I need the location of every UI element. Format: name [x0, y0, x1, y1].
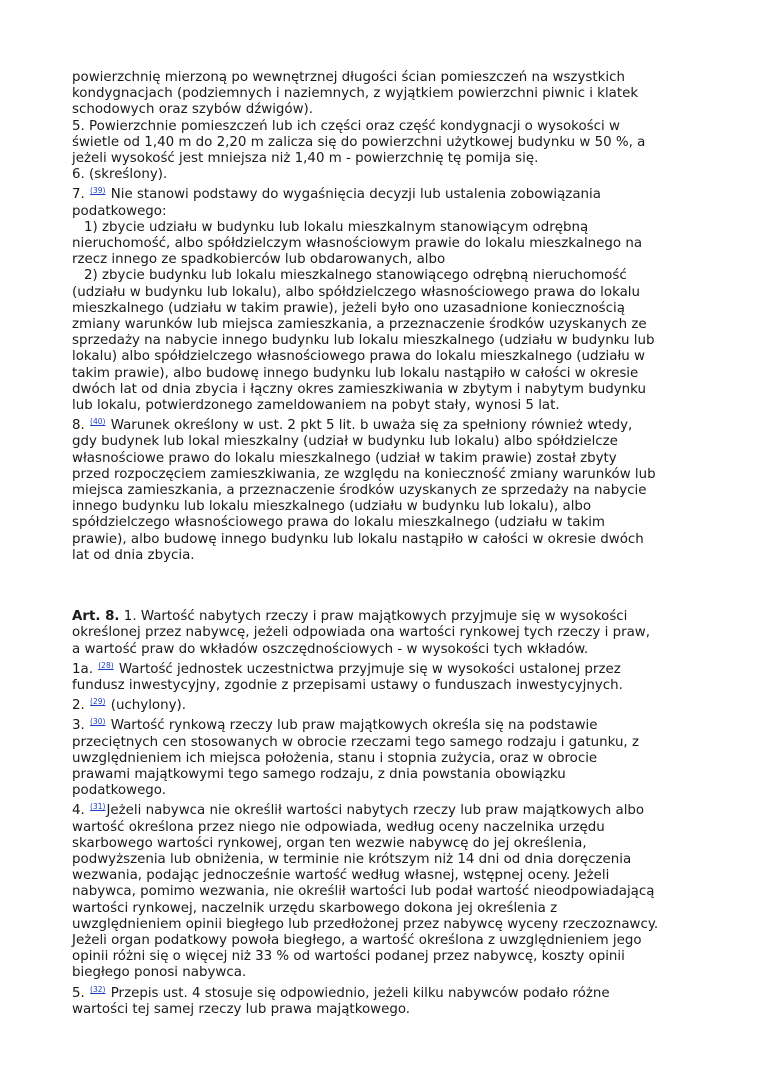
footnote-link-32[interactable]: (32): [90, 984, 106, 994]
footnote-link-29[interactable]: (29): [90, 697, 106, 707]
lines-art8: [72, 625, 692, 657]
lines-top: [72, 70, 692, 183]
paragraph-8-first-line: 8. $^{(40)}$ Warunek określony w ust. 2 pkt 5 lit. b uważa się za spełniony również wtedy,: [72, 417, 633, 434]
lines-3: [72, 735, 692, 800]
paragraph-3-first-line: 3. $^{(30)}$ Wartość rynkową rzeczy lub praw majątkowych określa się na podstawie: [72, 717, 598, 734]
text-line: dwóch lat od dnia zbycia i łączny okres zamieszkiwania w zbytym i nabytym budynku: [72, 381, 646, 397]
footnote-link-30[interactable]: (30): [90, 717, 106, 727]
text-line: świetle od 1,40 m do 2,20 m zalicza się do powierzchni użytkowej budynku w 50 %, a: [72, 134, 646, 150]
text-line: uwzględnieniem ich miejsca położenia, stanu i stopnia zużycia, oraz w obrocie: [72, 750, 598, 766]
text-line: miejsca zamieszkania, a przeznaczenie środków uzyskanych ze sprzedaży na nabycie: [72, 483, 647, 499]
text-line: a wartość praw do wkładów oszczędnościowych - w wysokości tych wkładów.: [72, 641, 589, 657]
text-line: własnościowe prawo do lokalu mieszkalnego (udział w takim prawie) został zbyty: [72, 450, 617, 466]
paragraph-5-first-line: 5. $^{(32)}$ Przepis ust. 4 stosuje się odpowiednio, jeżeli kilku nabywców podało różne: [72, 984, 610, 1001]
text-line: podwyższenia lub obniżenia, w terminie nie krótszym niż 14 dni od dnia doręczenia: [72, 851, 632, 867]
paragraph-7-first-line: 7. $^{(39)}$ Nie stanowi podstawy do wygaśnięcia decyzji lub ustalenia zobowiązania: [72, 186, 601, 203]
text-line: nabywca, pomimo wezwania, nie określił wartości lub podał wartość nieodpowiadającą: [72, 884, 655, 900]
text-line: kondygnacjach (podziemnych i naziemnych, z wyjątkiem powierzchni piwnic i klatek: [72, 86, 639, 102]
text-line: gdy budynek lub lokal mieszkalny (udział w budynku lub lokalu) albo spółdzielcze: [72, 434, 618, 450]
text-line: 1) zbycie udziału w budynku lub lokalu mieszkalnym stanowiącym odrębną: [84, 219, 589, 235]
text-line: schodowych oraz szybów dźwigów).: [72, 102, 314, 118]
lines-1a: [72, 678, 692, 694]
paragraph-2-line: 2. $^{(29)}$ (uchylony).: [72, 697, 187, 714]
text-line: spółdzielczego własnościowego prawa do lokalu mieszkalnego (udziału w takim: [72, 515, 605, 531]
text-line: przed rozpoczęciem zamieszkiwania, ze względu na konieczność zmiany warunków lub: [72, 466, 656, 482]
text-line: wartość określona przez niego nie odpowiada, według oceny naczelnika urzędu: [72, 819, 605, 835]
text-line: fundusz inwestycyjny, zgodnie z przepisami ustawy o funduszach inwestycyjnych.: [72, 677, 623, 693]
text-line: uwzględnieniem opinii biegłego lub przedłożonej przez nabywcę wyceny rzeczoznawcy.: [72, 916, 659, 932]
text-line: opinii różni się o więcej niż 33 % od wartości podanej przez nabywcę, koszty opinii: [72, 949, 625, 965]
text-line: sprzedaży na nabycie innego budynku lub lokalu mieszkalnego (udziału w budynku lub: [72, 333, 655, 349]
footnote-link-39[interactable]: (39): [90, 186, 106, 196]
text-line: lokalu) albo spółdzielczego własnościowego prawa do lokalu mieszkalnego (udziału w: [72, 349, 645, 365]
document-page: [72, 70, 692, 1018]
text-line: określonej przez nabywcę, jeżeli odpowiada ona wartości rynkowej tych rzeczy i praw,: [72, 625, 651, 641]
text-line: nieruchomość, albo spółdzielczym własnościowym prawie do lokalu mieszkalnego na: [72, 236, 643, 252]
text-line: (udziału w budynku lub lokalu), albo spółdzielczego własnościowego prawa do lokalu: [72, 284, 641, 300]
text-line: biegłego ponosi nabywca.: [72, 965, 247, 981]
lines-7: [72, 204, 692, 415]
paragraph-4-first-line: 4. $^{(31)}$Jeżeli nabywca nie określił wartości nabytych rzeczy lub praw majątkowych albo: [72, 802, 645, 819]
section-gap: [72, 564, 692, 609]
art-8-first-line: Art. 8. 1. Wartość nabytych rzeczy i praw majątkowych przyjmuje się w wysokości: [72, 609, 628, 625]
text-line: prawami majątkowymi tego samego rodzaju, z dnia powstania obowiązku: [72, 766, 566, 782]
text-line: zmiany warunków lub miejsca zamieszkania, a przeznaczenie środków uzyskanych ze: [72, 317, 647, 333]
text-line: lat od dnia zbycia.: [72, 547, 195, 563]
text-line: wartości tej samej rzeczy lub prawa majątkowego.: [72, 1001, 411, 1017]
text-line: 2) zbycie budynku lub lokalu mieszkalnego stanowiącego odrębną nieruchomość: [84, 268, 627, 284]
lines-4: [72, 820, 692, 982]
lines-8: [72, 434, 692, 564]
text-line: 5. Powierzchnie pomieszczeń lub ich części oraz część kondygnacji o wysokości w: [72, 118, 620, 134]
text-line: Jeżeli organ podatkowy powoła biegłego, a wartość określona z uwzględnieniem jego: [72, 932, 642, 948]
text-line: podatkowego.: [72, 783, 167, 799]
footnote-link-40[interactable]: (40): [90, 417, 106, 427]
text-line: podatkowego:: [72, 203, 167, 219]
text-line: powierzchnię mierzoną po wewnętrznej długości ścian pomieszczeń na wszystkich: [72, 70, 625, 85]
text-line: lub lokalu, potwierdzonego zameldowaniem na pobyt stały, wynosi 5 lat.: [72, 398, 560, 414]
text-line: innego budynku lub lokalu mieszkalnego (udziału w budynku lub lokalu), albo: [72, 499, 592, 515]
text-line: jeżeli wysokość jest mniejsza niż 1,40 m - powierzchnię tę pomija się.: [72, 151, 539, 167]
text-line: 6. (skreślony).: [72, 167, 168, 183]
text-line: przeciętnych cen stosowanych w obrocie rzeczami tego samego rodzaju i gatunku, z: [72, 734, 639, 750]
text-line: prawie), albo budowę innego budynku lub lokalu nastąpiło w całości w okresie dwóch: [72, 531, 644, 547]
lines-5: [72, 1002, 692, 1018]
art-8-heading: Art. 8.: [72, 609, 120, 625]
text-line: takim prawie), albo budowę innego budynku lub lokalu nastąpiło w całości w okresie: [72, 365, 639, 381]
footnote-link-28[interactable]: (28): [98, 660, 114, 670]
text-line: skarbowego wartości rynkowej, organ ten wezwie nabywcę do jej określenia,: [72, 835, 587, 851]
text-line: mieszkalnego (udziału w takim prawie), jeżeli było ono uzasadnione koniecznością: [72, 300, 625, 316]
paragraph-1a-first-line: 1a. $^{(28)}$ Wartość jednostek uczestnictwa przyjmuje się w wysokości ustalonej przez: [72, 660, 621, 677]
text-line: wezwania, podając jednocześnie wartość według własnej, wstępnej oceny. Jeżeli: [72, 868, 610, 884]
footnote-link-31[interactable]: (31): [90, 802, 106, 812]
text-line: rzecz innego ze spadkobierców lub obdarowanych, albo: [72, 252, 446, 268]
text-line: wartości rynkowej, naczelnik urzędu skarbowego dokona jej określenia z: [72, 900, 558, 916]
